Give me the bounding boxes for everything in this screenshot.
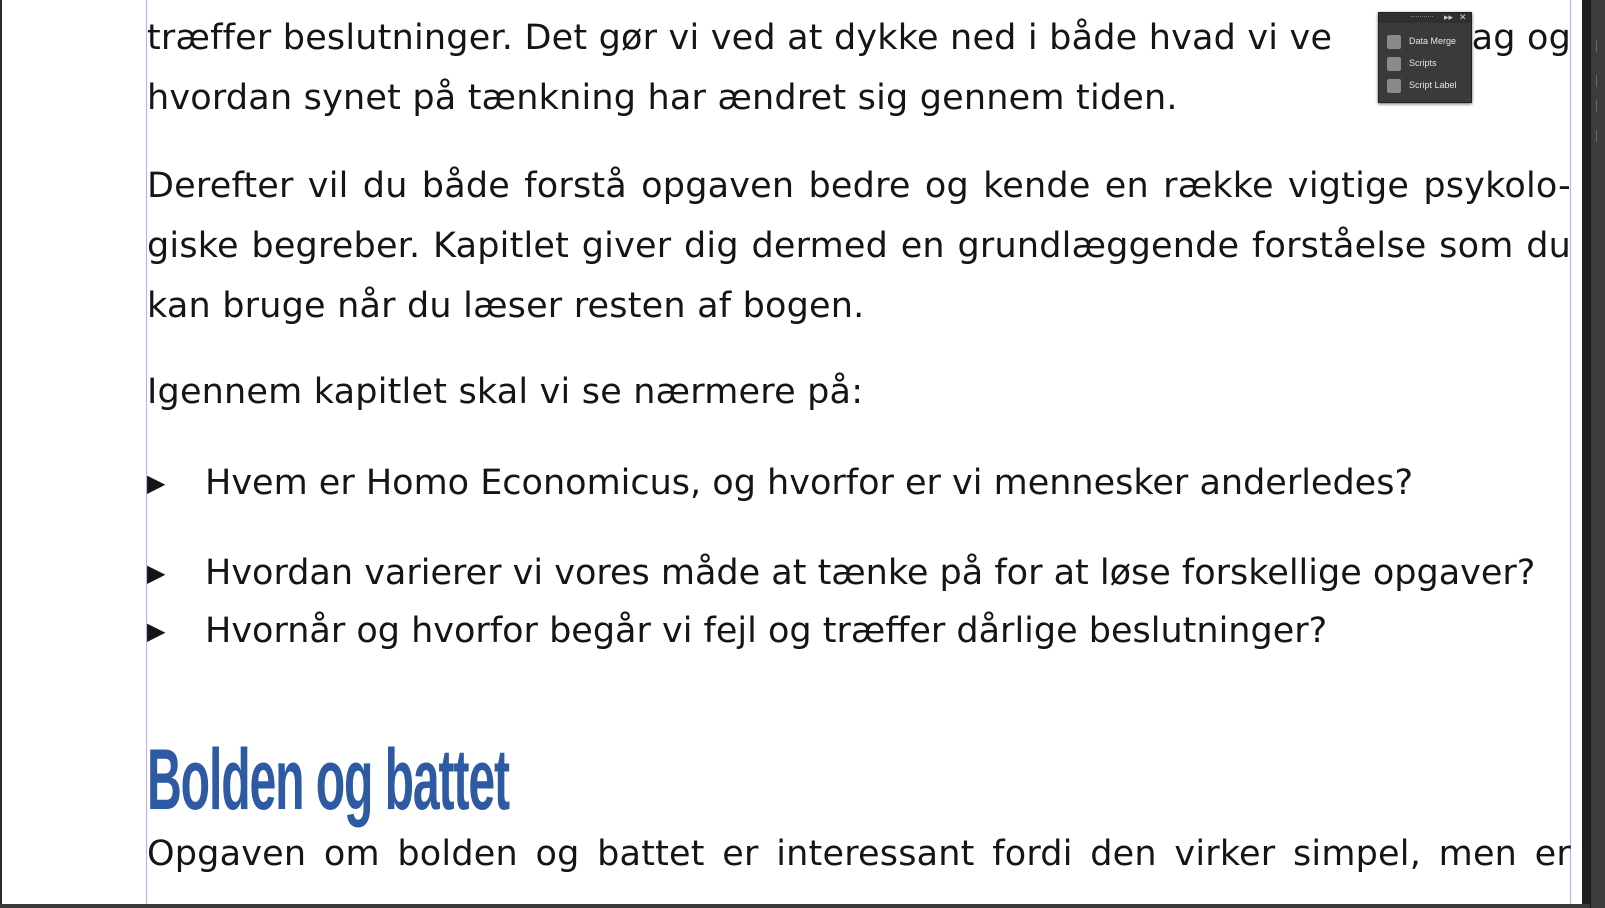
- paragraph-2-line-2: giske begreber. Kapitlet giver dig dermed en grundlæggende forståelse som du: [147, 226, 1571, 266]
- panel-item-script-label[interactable]: [1385, 77, 1469, 97]
- dock-tab-marker[interactable]: [1596, 40, 1603, 52]
- paragraph-1-line-1: [147, 8, 1571, 68]
- paragraph-3[interactable]: [147, 362, 1571, 422]
- document-page[interactable]: [2, 0, 1582, 908]
- paragraph-1-line-1-text: træffer beslutninger. Det gør vi ved at dykke ned i både hvad vi ve: [147, 18, 1333, 58]
- panel-item-data-merge[interactable]: [1385, 33, 1469, 53]
- bullet-item-1-text: Hvem er Homo Economicus, og hvorfor er vi mennesker anderledes?: [205, 463, 1414, 503]
- panel-item-label: Scripts: [1409, 58, 1437, 68]
- paragraph-3-line-1: Igennem kapitlet skal vi se nærmere på:: [147, 372, 864, 412]
- scripts-icon: [1387, 57, 1401, 71]
- bullet-arrow-icon: ▶: [147, 559, 166, 587]
- dock-tab-marker[interactable]: [1596, 100, 1603, 112]
- panel-grip[interactable]: [1411, 16, 1433, 20]
- section-heading[interactable]: Bolden og battet: [147, 732, 509, 828]
- data-merge-icon: [1387, 35, 1401, 49]
- close-icon[interactable]: ✕: [1459, 13, 1467, 23]
- page-edge-shadow: [1582, 0, 1590, 908]
- script-label-icon: [1387, 79, 1401, 93]
- paragraph-2[interactable]: [147, 156, 1571, 336]
- dock-tab-marker[interactable]: [1596, 130, 1603, 142]
- paragraph-1-line-2: hvordan synet på tænkning har ændret sig gennem tiden.: [147, 78, 1178, 118]
- panel-item-scripts[interactable]: [1385, 55, 1469, 75]
- panel-item-label: Script Label: [1409, 80, 1457, 90]
- right-margin-guide: [1570, 0, 1571, 908]
- pasteboard-bottom-edge: [0, 904, 1590, 908]
- bullet-item-3-text: Hvornår og hvorfor begår vi fejl og træffer dårlige beslutninger?: [205, 611, 1328, 651]
- bullet-arrow-icon: ▶: [147, 469, 166, 497]
- panel-title-bar[interactable]: [1379, 13, 1471, 23]
- right-panel-dock[interactable]: [1590, 0, 1605, 908]
- paragraph-2-line-1: Derefter vil du både forstå opgaven bedre og kende en række vigtige psykolo-: [147, 166, 1571, 206]
- paragraph-4[interactable]: [147, 824, 1571, 884]
- dock-tab-marker[interactable]: [1596, 75, 1603, 87]
- bullet-item-2-text: Hvordan varierer vi vores måde at tænke på for at løse forskellige opgaver?: [205, 553, 1536, 593]
- paragraph-1[interactable]: [147, 8, 1571, 128]
- bullet-arrow-icon: ▶: [147, 617, 166, 645]
- scripts-floating-panel[interactable]: [1378, 12, 1472, 103]
- paragraph-2-line-3: kan bruge når du læser resten af bogen.: [147, 286, 865, 326]
- paragraph-4-line-1: Opgaven om bolden og battet er interessant fordi den virker simpel, men er: [147, 834, 1571, 874]
- collapse-panel-icon[interactable]: ▸▸: [1444, 13, 1454, 23]
- paragraph-1-line-1-tail: ag og: [1471, 18, 1571, 58]
- panel-item-label: Data Merge: [1409, 36, 1457, 46]
